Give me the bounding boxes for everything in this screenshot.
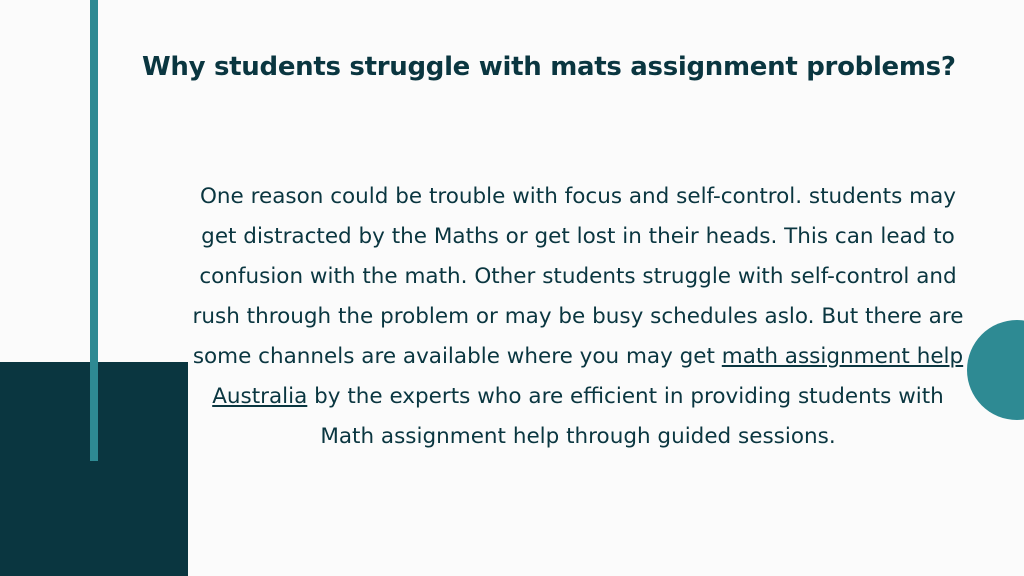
teal-vertical-bar bbox=[90, 0, 98, 461]
slide-body-text bbox=[188, 177, 968, 457]
body-text-before-link: One reason could be trouble with focus and self-control. students may get distracted by the Maths or get lost in their heads. This can lead to confusion with the math. Other students struggle with self-control and rush through the problem or may be busy schedules aslo. But there are some channels are available where you may get bbox=[192, 184, 964, 369]
slide-title: Why students struggle with mats assignment problems? bbox=[142, 52, 956, 82]
teal-circle-decoration bbox=[967, 320, 1024, 420]
math-assignment-help-link[interactable]: math assignment help Australia bbox=[212, 344, 964, 409]
body-text-after-link: by the experts who are efficient in providing students with Math assignment help through guided sessions. bbox=[307, 384, 944, 449]
